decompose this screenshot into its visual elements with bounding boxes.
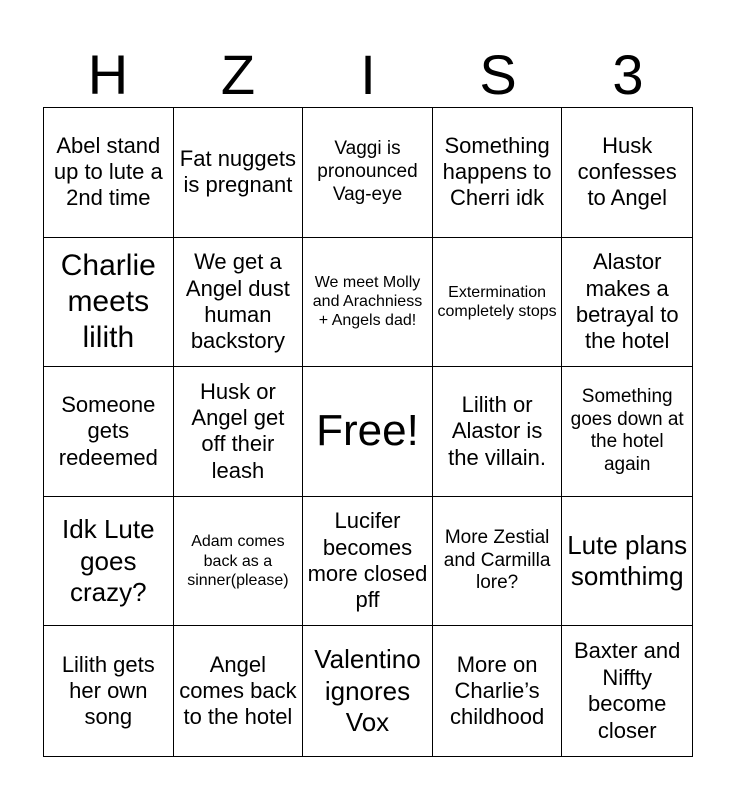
header-letter: 3 [612,43,644,106]
bingo-cell[interactable]: Valentino ignores Vox [303,626,433,756]
bingo-cell[interactable]: Something goes down at the hotel again [562,367,692,497]
header-letter: S [479,43,517,106]
bingo-cell[interactable]: Lucifer becomes more closed pff [303,497,433,627]
header-letter: Z [220,43,256,106]
bingo-cell[interactable]: Husk or Angel get off their leash [174,367,304,497]
bingo-cell[interactable]: Lilith gets her own song [44,626,174,756]
bingo-cell[interactable]: Abel stand up to lute a 2nd time [44,108,174,238]
header-letter: H [87,43,129,106]
bingo-cell[interactable]: Charlie meets lilith [44,238,174,368]
bingo-cell[interactable]: Adam comes back as a sinner(please) [174,497,304,627]
bingo-cell[interactable]: Someone gets redeemed [44,367,174,497]
bingo-cell[interactable]: Husk confesses to Angel [562,108,692,238]
bingo-cell[interactable]: Angel comes back to the hotel [174,626,304,756]
bingo-cell[interactable]: Lute plans somthimg [562,497,692,627]
bingo-header [43,44,693,106]
bingo-cell[interactable]: Alastor makes a betrayal to the hotel [562,238,692,368]
free-space-cell[interactable]: Free! [303,367,433,497]
bingo-cell[interactable]: Lilith or Alastor is the villain. [433,367,563,497]
bingo-cell[interactable]: We get a Angel dust human backstory [174,238,304,368]
bingo-cell[interactable]: More on Charlie’s childhood [433,626,563,756]
bingo-cell[interactable]: Extermination completely stops [433,238,563,368]
bingo-cell[interactable]: Idk Lute goes crazy? [44,497,174,627]
bingo-cell[interactable]: Vaggi is pronounced Vag-eye [303,108,433,238]
bingo-cell[interactable]: More Zestial and Carmilla lore? [433,497,563,627]
bingo-cell[interactable]: Something happens to Cherri idk [433,108,563,238]
bingo-board [43,107,693,757]
bingo-cell[interactable]: We meet Molly and Arachniess + Angels dad! [303,238,433,368]
header-letter: I [360,43,376,106]
bingo-cell[interactable]: Baxter and Niffty become closer [573,638,681,743]
bingo-cell[interactable]: Fat nuggets is pregnant [174,108,304,238]
